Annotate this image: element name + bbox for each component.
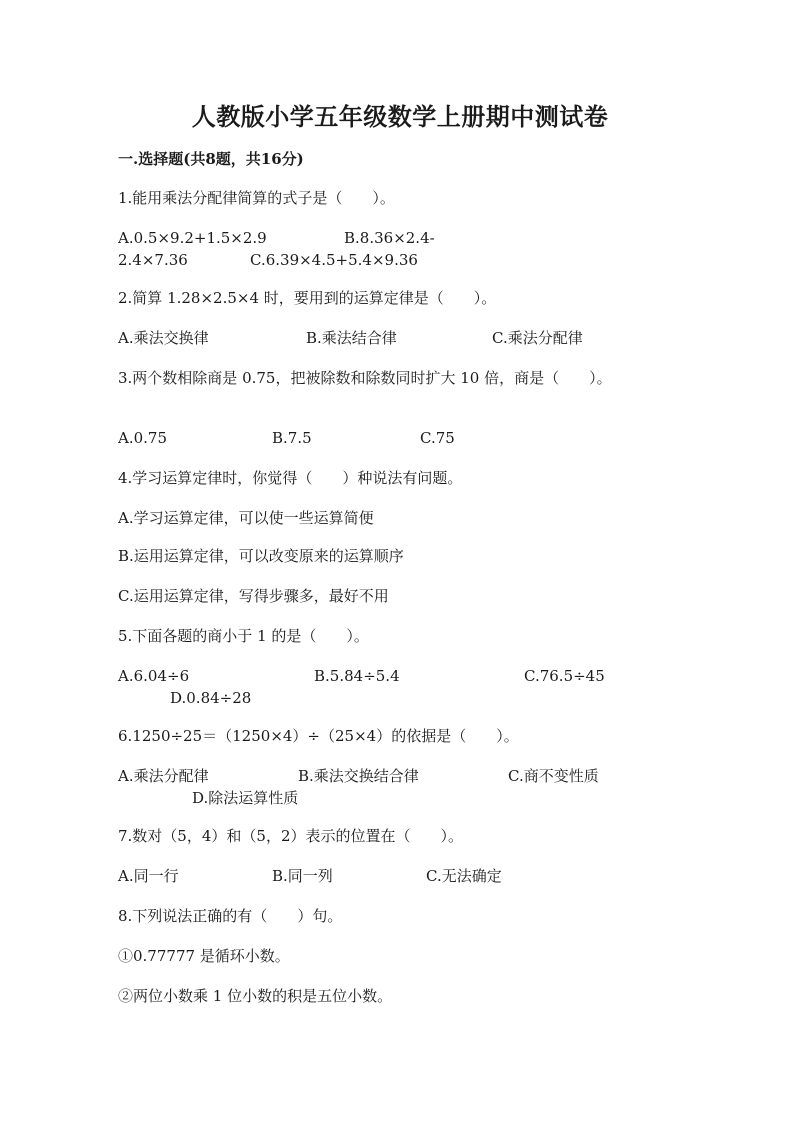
question-2-option-a: A.乘法交换律 (118, 329, 209, 347)
question-3-option-a: A.0.75 (118, 429, 167, 447)
question-3-option-b: B.7.5 (272, 429, 312, 447)
question-3-stem: 3.两个数相除商是 0.75，把被除数和除数同时扩大 10 倍，商是（ ）。 (118, 369, 612, 387)
question-7-option-a: A.同一行 (118, 867, 179, 885)
question-6-option-c: C.商不变性质 (508, 767, 599, 785)
page-title: 人教版小学五年级数学上册期中测试卷 (191, 102, 609, 131)
question-5-option-b: B.5.84÷5.4 (314, 667, 400, 685)
question-8-statement-2: ②两位小数乘 1 位小数的积是五位小数。 (118, 987, 393, 1005)
question-1-option-a: A.0.5×9.2+1.5×2.9 (118, 229, 267, 247)
question-4-option-c: C.运用运算定律，写得步骤多，最好不用 (118, 587, 389, 605)
question-5-option-a: A.6.04÷6 (118, 667, 190, 685)
question-1-option-b-cont: 2.4×7.36 (118, 251, 188, 269)
question-8-statement-1: ①0.77777 是循环小数。 (118, 947, 290, 965)
question-7-option-c: C.无法确定 (426, 867, 502, 885)
question-7-stem: 7.数对（5，4）和（5，2）表示的位置在（ ）。 (118, 827, 463, 845)
question-8-stem: 8.下列说法正确的有（ ）句。 (118, 907, 343, 925)
question-4-option-a: A.学习运算定律，可以使一些运算简便 (118, 509, 374, 527)
question-1-option-b: B.8.36×2.4- (344, 229, 435, 247)
question-2-stem: 2.简算 1.28×2.5×4 时，要用到的运算定律是（ ）。 (118, 289, 497, 307)
question-5-stem: 5.下面各题的商小于 1 的是（ ）。 (118, 627, 369, 645)
question-7-option-b: B.同一列 (272, 867, 333, 885)
question-1-option-c: C.6.39×4.5+5.4×9.36 (250, 251, 418, 269)
question-5-option-c: C.76.5÷45 (524, 667, 605, 685)
question-4-stem: 4.学习运算定律时，你觉得（ ）种说法有问题。 (118, 469, 463, 487)
question-6-option-d: D.除法运算性质 (192, 789, 299, 807)
question-2-option-c: C.乘法分配律 (492, 329, 583, 347)
question-6-stem: 6.1250÷25＝（1250×4）÷（25×4）的依据是（ ）。 (118, 727, 519, 745)
question-4-option-b: B.运用运算定律，可以改变原来的运算顺序 (118, 547, 404, 565)
question-5-option-d: D.0.84÷28 (170, 689, 252, 707)
question-6-option-a: A.乘法分配律 (118, 767, 209, 785)
question-6-option-b: B.乘法交换结合律 (298, 767, 419, 785)
question-3-option-c: C.75 (420, 429, 455, 447)
section-heading: 一.选择题(共8题，共16分) (118, 150, 304, 168)
question-1-stem: 1.能用乘法分配律简算的式子是（ ）。 (118, 189, 395, 207)
question-2-option-b: B.乘法结合律 (306, 329, 397, 347)
